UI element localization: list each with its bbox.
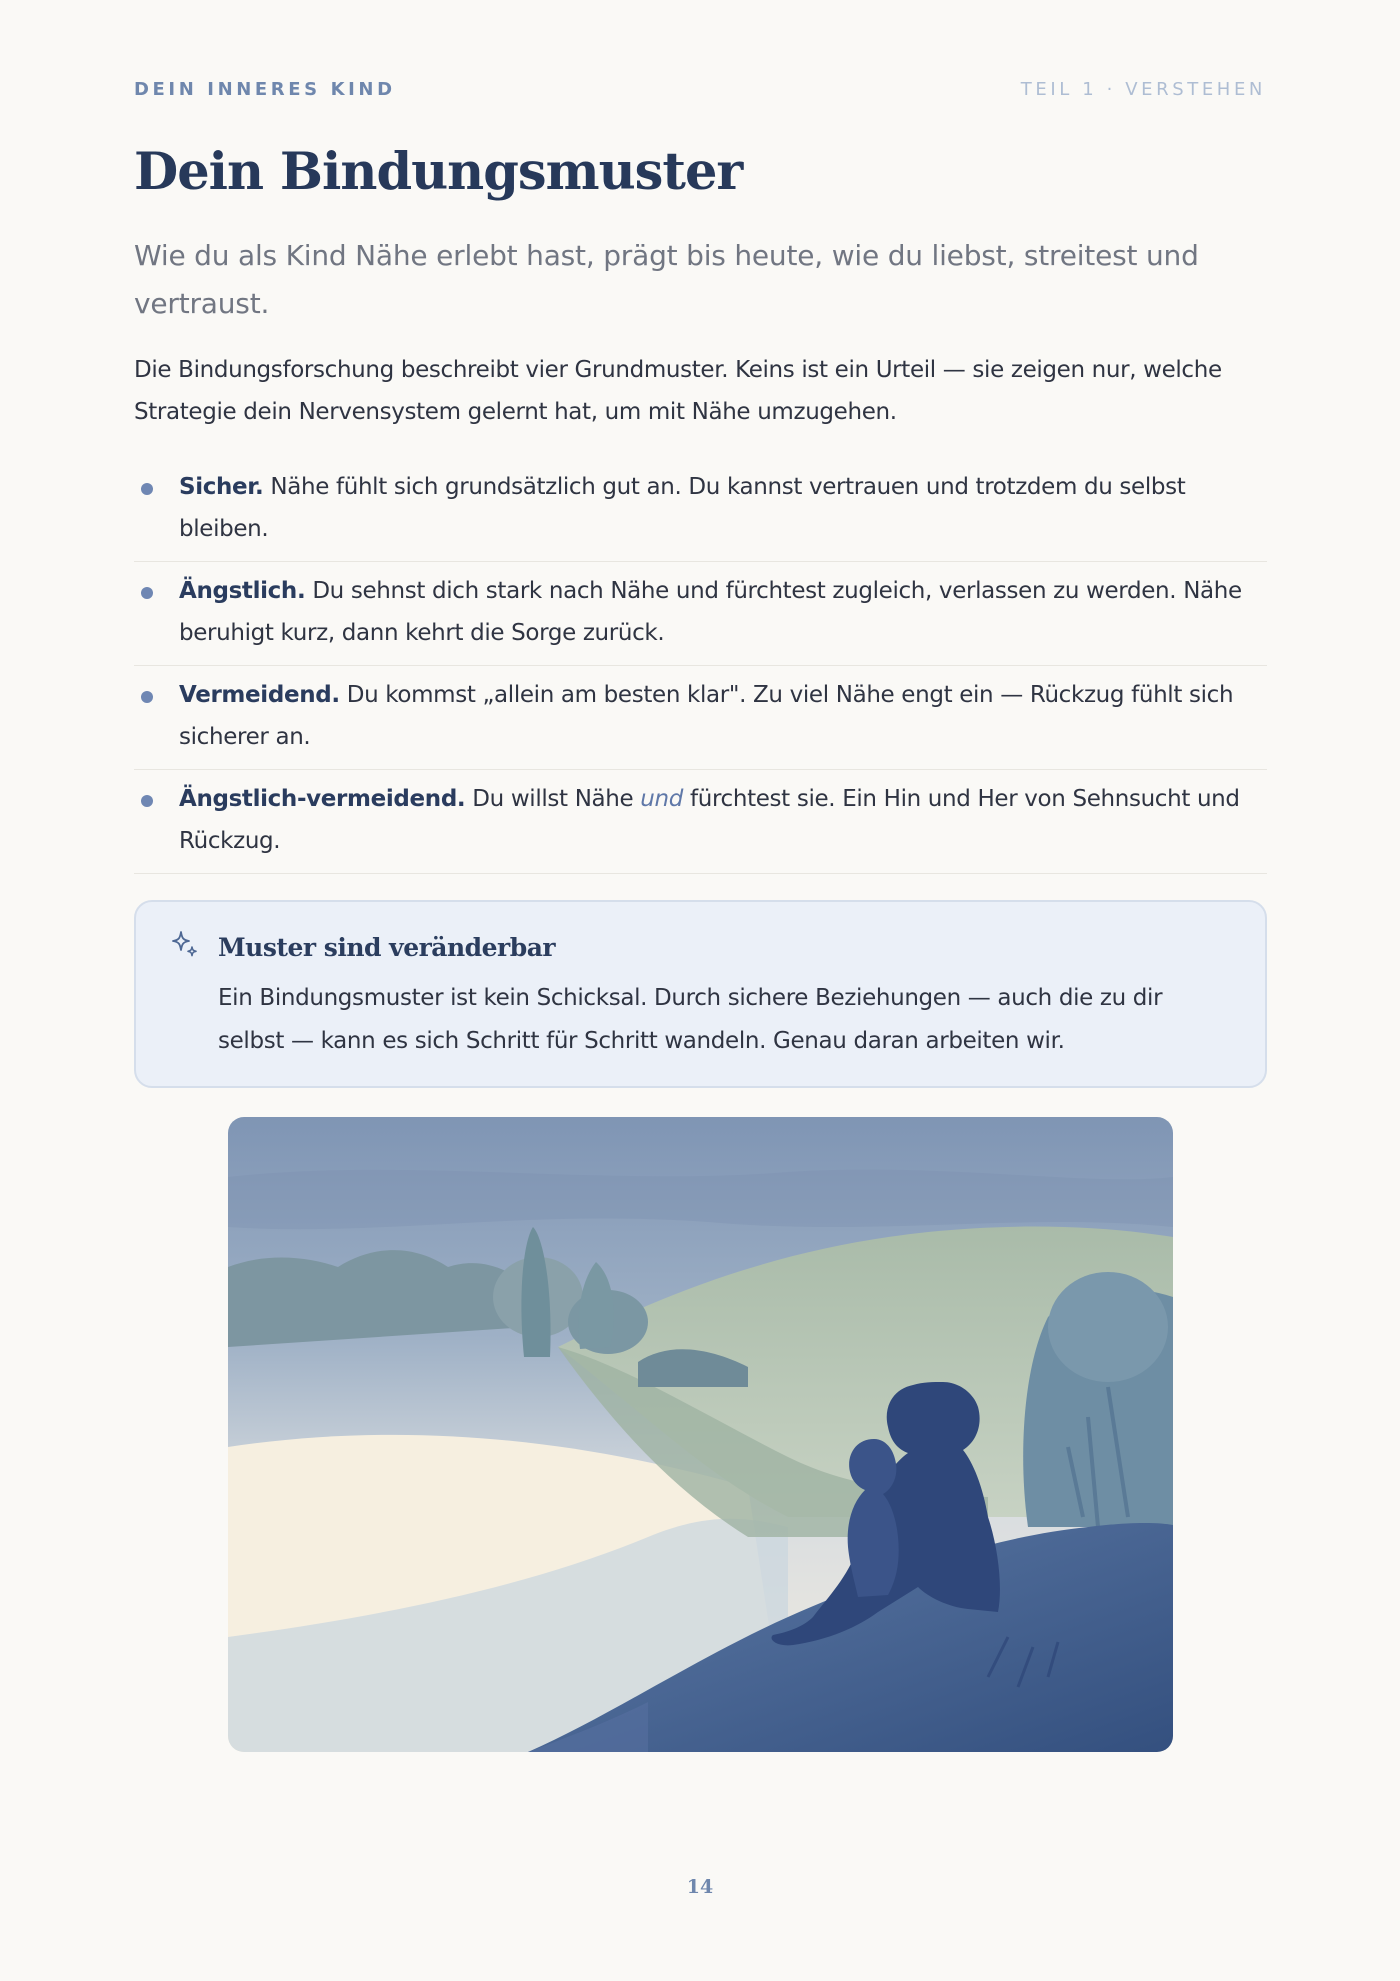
list-item — [134, 562, 1267, 666]
pattern-term: Vermeidend. — [179, 682, 340, 708]
page-title: Dein Bindungsmuster — [134, 142, 743, 202]
pattern-description: Nähe fühlt sich grundsätzlich gut an. Du kannst vertrauen und trotzdem du selbst bleiben. — [179, 474, 1186, 542]
callout-box — [134, 900, 1267, 1088]
watercolor-illustration — [228, 1117, 1173, 1752]
list-item — [134, 770, 1267, 874]
book-title: DEIN INNERES KIND — [134, 79, 396, 100]
list-item — [134, 458, 1267, 562]
section-label: TEIL 1 · VERSTEHEN — [1020, 79, 1266, 100]
list-item — [134, 666, 1267, 770]
pattern-term: Ängstlich-vermeidend. — [179, 786, 466, 812]
pattern-emphasis: und — [640, 786, 684, 812]
bullet-icon — [141, 587, 153, 599]
page-number: 14 — [686, 1876, 714, 1898]
lead-paragraph: Wie du als Kind Nähe erlebt hast, prägt bis heute, wie du liebst, streitest und vertraust. — [134, 239, 1199, 320]
pattern-description-end: fürchtest sie. Ein Hin und Her von Sehnsucht und Rückzug. — [179, 786, 1240, 854]
pattern-term: Sicher. — [179, 474, 264, 500]
illustration-parent-child-hillside — [228, 1117, 1173, 1752]
running-head — [134, 79, 1266, 101]
bullet-icon — [141, 483, 153, 495]
pattern-term: Ängstlich. — [179, 578, 306, 604]
callout-body: Ein Bindungsmuster ist kein Schicksal. Durch sichere Beziehungen — auch die zu dir selbst — kann es sich Schritt für Schritt wandeln. Genau daran arbeiten wir. — [218, 985, 1163, 1054]
callout-title: Muster sind veränderbar — [218, 933, 556, 962]
intro-paragraph: Die Bindungsforschung beschreibt vier Grundmuster. Keins ist ein Urteil — sie zeigen nur, welche Strategie dein Nervensystem gelernt hat, um mit Nähe umzugehen. — [134, 357, 1222, 425]
pattern-description: Du kommst „allein am besten klar". Zu viel Nähe engt ein — Rückzug fühlt sich sicherer an. — [179, 682, 1234, 750]
bullet-icon — [141, 795, 153, 807]
bullet-icon — [141, 691, 153, 703]
attachment-pattern-list — [134, 458, 1267, 874]
sparkle-icon — [170, 929, 200, 961]
pattern-description-start: Du willst Nähe — [472, 786, 634, 812]
pattern-description: Du sehnst dich stark nach Nähe und fürchtest zugleich, verlassen zu werden. Nähe beruhigt kurz, dann kehrt die Sorge zurück. — [179, 578, 1242, 646]
